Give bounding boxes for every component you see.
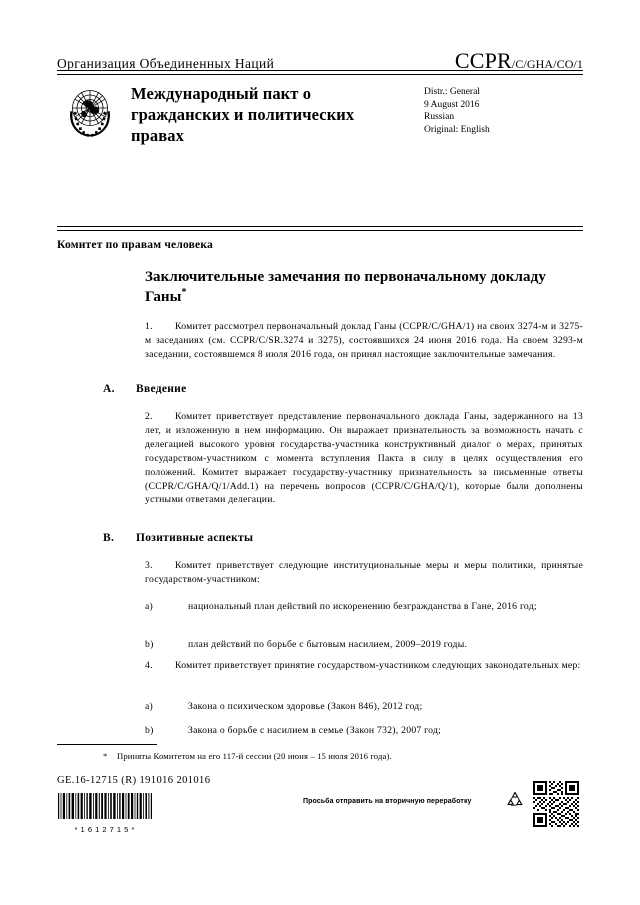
paragraph-3-item-a-label: a) (145, 601, 154, 612)
recycle-notice: Просьба отправить на вторичную переработку (303, 798, 472, 805)
section-heading-a (103, 383, 187, 395)
paragraph-3-item-a-text: национальный план действий по искоренению безгражданства в Гане, 2016 год; (188, 601, 537, 612)
header-rule-thick (57, 70, 583, 71)
list-item (145, 700, 583, 714)
page-title-text: Заключительные замечания по первоначальному докладу Ганы (145, 269, 546, 305)
section-a-title: Введение (136, 383, 187, 395)
list-item (145, 600, 583, 614)
paragraph-4-text: Комитет приветствует принятие государством-участником следующих законодательных мер: (175, 660, 581, 671)
paragraph-1 (145, 320, 583, 362)
distribution-original: Original: English (424, 124, 490, 135)
section-heading-b (103, 532, 253, 544)
page-title-footnote-marker: * (181, 286, 187, 298)
footnote-text: Приняты Комитетом на его 117-й сессии (20 июня – 15 июля 2016 года). (117, 751, 392, 761)
footnote-separator (57, 744, 157, 745)
distribution-type: Distr.: General (424, 87, 480, 97)
barcode (57, 793, 153, 834)
recycling-symbol-icon (505, 790, 525, 810)
paragraph-3-number: 3. (145, 560, 153, 571)
barcode-bars-icon (57, 793, 153, 819)
page-title (145, 268, 560, 307)
header-rule-thin (57, 74, 583, 75)
body-rule-thin (57, 230, 583, 231)
body-rule-thick (57, 226, 583, 227)
paragraph-2 (145, 410, 583, 507)
paragraph-4-item-b-label: b) (145, 725, 154, 736)
paragraph-2-text: Комитет приветствует представление первоначального доклада Ганы, задержанного на 13 лет, и изложенную в нем информацию. Он выражает признательность за возможность начать с делегацией высокого уровня государства-участника конструктивный диалог о мерах, принятых государством-участником с момента вступления Пакта в силу в целях осуществления его положений. Комитет выражает государству-участнику признательность за письменные ответы (CCPR/C/GHA/Q/1/Add.1) на перечень вопросов (CCPR/C/GHA/Q/1), которые были дополнены устными ответами делегации. (145, 411, 583, 506)
qr-code-icon (533, 781, 579, 827)
section-b-title: Позитивные аспекты (136, 532, 254, 544)
paragraph-4-item-a-text: Закона о психическом здоровье (Закон 846), 2012 год; (188, 701, 423, 712)
list-item (145, 724, 583, 738)
document-symbol-suffix: /C/GHA/CO/1 (511, 57, 583, 71)
distribution-language: Russian (424, 112, 455, 122)
paragraph-1-number: 1. (145, 321, 153, 332)
footnote-marker: * (103, 751, 108, 761)
paragraph-1-text: Комитет рассмотрел первоначальный доклад Ганы (CCPR/C/GHA/1) на своих 3274-м и 3275-м заседаниях (см. CCPR/C/SR.3274 и 3275), состоявшихся 24 июня 2016 года. На своем 3293-м заседании, состоявшемся 8 июля 2016 года, он принял настоящие заключительные замечания. (145, 321, 583, 360)
paragraph-2-number: 2. (145, 411, 153, 422)
paragraph-4 (145, 659, 583, 673)
paragraph-3-item-b-text: план действий по борьбе с бытовым насилием, 2009–2019 годы. (188, 639, 468, 650)
paragraph-3 (145, 559, 583, 587)
section-a-letter: A. (103, 383, 115, 395)
paragraph-4-item-a-label: a) (145, 701, 154, 712)
distribution-block (424, 86, 584, 136)
paragraph-3-item-b-label: b) (145, 639, 154, 650)
barcode-number: *1612715* (74, 825, 138, 834)
footnote (103, 751, 563, 762)
un-emblem-icon (59, 80, 121, 142)
paragraph-4-item-b-text: Закона о борьбе с насилием в семье (Закон 732), 2007 год; (188, 725, 442, 736)
organization-name: Организация Объединенных Наций (57, 56, 275, 71)
covenant-title: Международный пакт о гражданских и политических правах (131, 84, 355, 145)
job-number: GE.16-12715 (R) 191016 201016 (57, 775, 211, 786)
paragraph-3-text: Комитет приветствует следующие институциональные меры и меры политики, принятые государством-участником: (145, 560, 583, 585)
document-symbol-main: CCPR (454, 48, 512, 73)
section-b-letter: B. (103, 532, 115, 544)
paragraph-4-number: 4. (145, 660, 153, 671)
distribution-date: 9 August 2016 (424, 99, 480, 110)
committee-name: Комитет по правам человека (57, 239, 213, 251)
list-item (145, 638, 583, 652)
